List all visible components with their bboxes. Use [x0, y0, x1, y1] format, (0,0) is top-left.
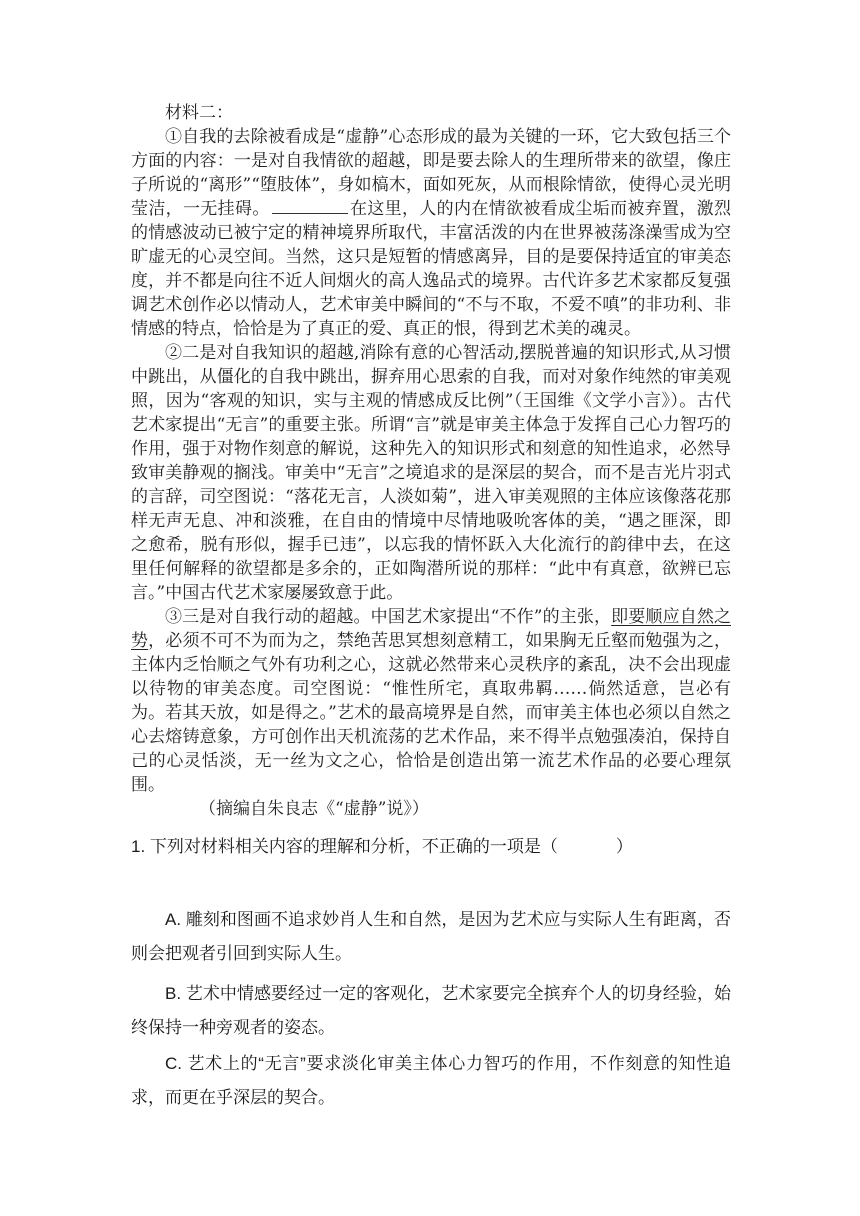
option-c-text: C. 艺术上的“无言”要求淡化审美主体心力智巧的作用，不作刻意的知性追求，而更在乎深层的契合。 — [131, 1054, 731, 1107]
paragraph-1-part-2: 在这里，人的内在情欲被看成尘垢而被弃置，激烈的情感波动已被宁定的精神境界所取代，丰富活泼的内在世界被荡涤澡雪成为空旷虚无的心灵空间。当然，这只是短暂的情感离异，目的是要保持适宜的审美态度，并不都是向往不近人间烟火的高人逸品式的境界。古代许多艺术家都反复强调艺术创作必以情动人，艺术审美中瞬间的“不与不取，不爱不嗔”的非功利、非情感的特点，恰恰是为了真正的爱、真正的恨，得到艺术美的魂灵。 — [131, 199, 732, 339]
underlined-phrase: 即要顺应自然之势 — [131, 607, 731, 651]
option-b-text: B. 艺术中情感要经过一定的客观化，艺术家要完全摈弃个人的切身经验，始终保持一种旁观者的姿态。 — [131, 984, 731, 1037]
question-stem-text — [131, 830, 731, 864]
question-stem — [131, 830, 731, 864]
material-heading: 材料二： — [165, 103, 233, 123]
option-c[interactable] — [131, 1047, 731, 1115]
question-stem-label: 1. 下列对材料相关内容的理解和分析，不正确的一项是（ — [131, 837, 558, 856]
reading-material — [131, 101, 731, 821]
paragraph-3-part-1: ③三是对自我行动的超越。中国艺术家提出“不作”的主张， — [165, 607, 612, 627]
question-stem-close: ） — [615, 837, 633, 856]
paragraph-1 — [131, 125, 731, 341]
option-a[interactable] — [131, 903, 731, 971]
option-b[interactable] — [131, 977, 731, 1045]
paragraph-3-part-2: ，必须不可不为而为之，禁绝苦思冥想刻意精工，如果胸无丘壑而勉强为之，主体内乏怡顺之气外有功利之心，这就必然带来心灵秩序的紊乱，决不会出现虚以待物的审美态度。司空图说：“惟性所宅，真取弗羁……倘然适意，岂必有为。若其天放，如是得之。”艺术的最高境界是自然，而审美主体也必须以自然之心去熔铸意象，方可创作出天机流荡的艺术作品，来不得半点勉强凑泊，保持自己的心灵恬淡，无一丝为文之心，恰恰是创造出第一流艺术作品的必要心理氛围。 — [131, 631, 732, 795]
source-citation: （摘编自朱良志《“虚静”说》） — [199, 799, 429, 819]
paragraph-1-part-1: ①自我的去除被看成是“虚静”心态形成的最为关键的一环，它大致包括三个方面的内容：一是对自我情欲的超越，即是要去除人的生理所带来的欲望，像庄子所说的“离形”“堕肢体”，身如槁木，面如死灰，从而根除情欲，使得心灵光明莹洁，一无挂碍。 — [131, 127, 731, 219]
option-a-text: A. 雕刻和图画不追求妙肖人生和自然，是因为艺术应与实际人生有距离，否则会把观者引回到实际人生。 — [131, 910, 731, 963]
fill-in-blank[interactable] — [272, 198, 348, 214]
paragraph-3 — [131, 605, 731, 797]
paragraph-2: ②二是对自我知识的超越,消除有意的心智活动,摆脱普遍的知识形式,从习惯中跳出，从僵化的自我中跳出，摒弃用心思索的自我，而对对象作纯然的审美观照，因为“客观的知识，实与主观的情感成反比例”（王国维《文学小言》）。古代艺术家提出“无言”的重要主张。所谓“言”就是审美主体急于发挥自己心力智巧的作用，强于对物作刻意的解说，这种先入的知识形式和刻意的知性追求，必然导致审美静观的搁浅。审美中“无言”之境追求的是深层的契合，而不是吉光片羽式的言辞，司空图说：“落花无言，人淡如菊”，进入审美观照的主体应该像落花那样无声无息、冲和淡雅，在自由的情境中尽情地吸吮客体的美，“遇之匪深，即之愈希，脱有形似，握手已违”，以忘我的情怀跃入大化流行的韵律中去，在这里任何解释的欲望都是多余的，正如陶潜所说的那样：“此中有真意，欲辨已忘言。”中国古代艺术家屡屡致意于此。 — [131, 343, 731, 603]
